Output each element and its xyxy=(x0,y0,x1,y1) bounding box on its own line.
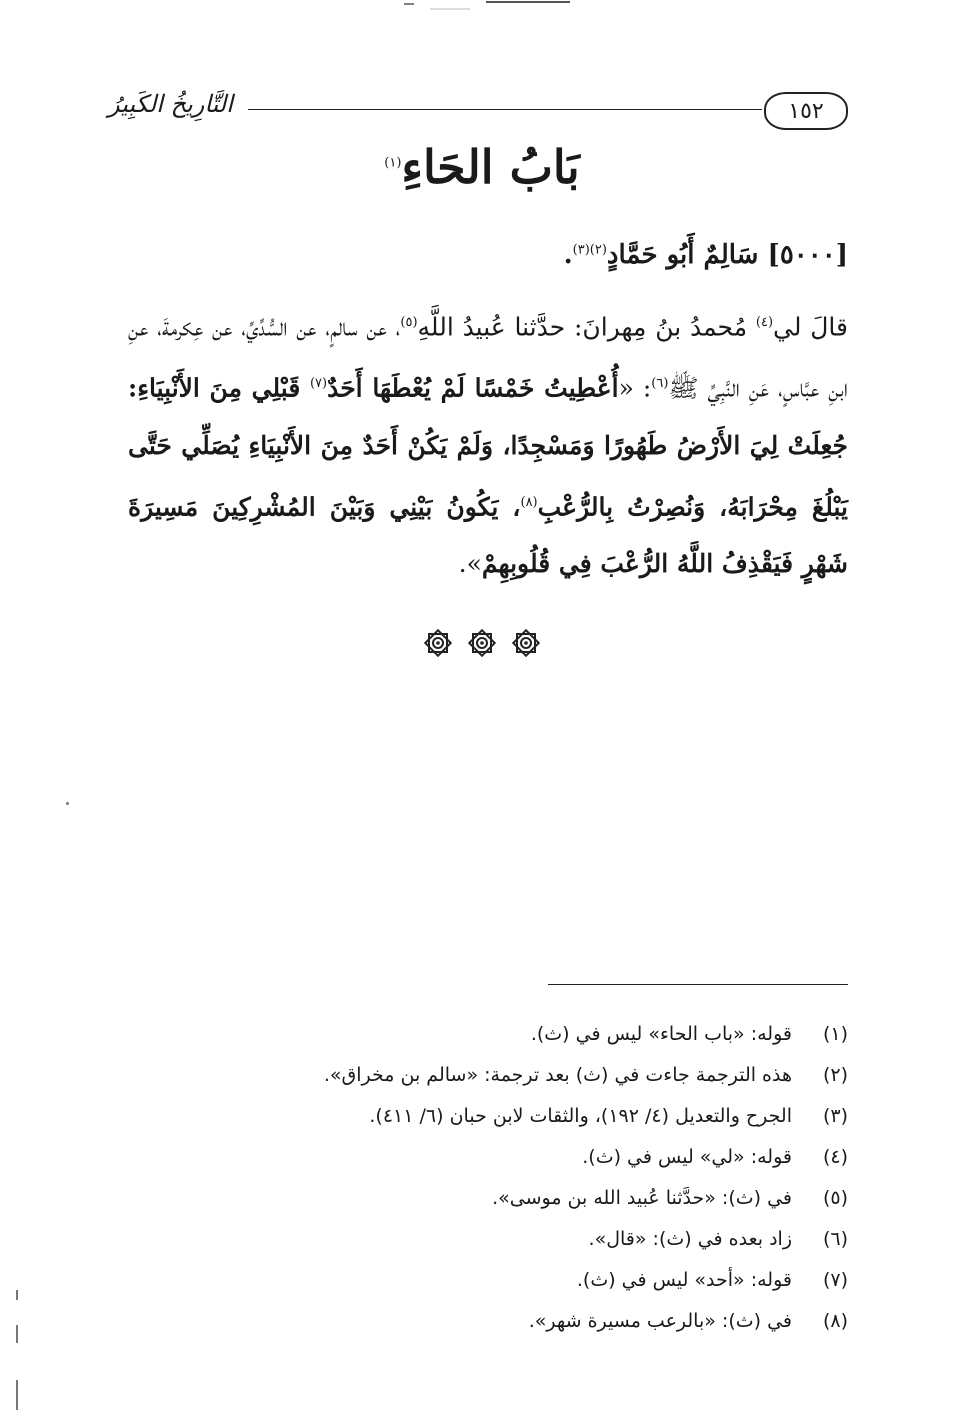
footnote-text: في (ث): «بالرعب مسيرة شهر». xyxy=(528,1310,792,1332)
footnote-item xyxy=(108,1301,848,1342)
floral-ornament-icon xyxy=(423,628,453,658)
scan-edge-mark xyxy=(16,1325,18,1343)
entry-note-refs: (٢)(٣) xyxy=(572,242,607,258)
entry-name: سَالِمٌ أَبُو حَمَّادٍ xyxy=(606,240,759,270)
chapter-title xyxy=(0,140,964,194)
footnote-number: (٦) xyxy=(822,1228,848,1250)
footnote-separator xyxy=(548,984,848,985)
scan-speck xyxy=(66,802,69,805)
footnote-text: هذه الترجمة جاءت في (ث) بعد ترجمة: «سالم بن مخراق». xyxy=(323,1064,792,1086)
text-p2: مُحمدُ بنُ مِهرانَ: حدَّثنا عُبيدُ اللَّهِ xyxy=(417,312,756,342)
running-title: التَّارِيخُ الكَبِيرُ xyxy=(108,90,233,118)
hadith-part-3: ، يَكُونُ بَيْنِي وَبَيْنَ المُشْرِكِينَ مَسِيرَةَ شَهْرٍ فَيَقْذِفُ اللَّهُ الرُّعْبَ فِي قُلُوبِهِمْ xyxy=(128,491,848,578)
note-ref-4: (٤) xyxy=(755,315,774,330)
footnote-number: (٨) xyxy=(822,1310,848,1332)
text-p1: قالَ لي xyxy=(773,312,848,342)
footnote-text: زاد بعده في (ث): «قال». xyxy=(588,1228,792,1250)
footnote-number: (٧) xyxy=(822,1269,848,1291)
entry-number: [٥٠٠٠] xyxy=(767,240,848,270)
footnote-text: الجرح والتعديل (٤/ ١٩٢)، والثقات لابن حبان (٦/ ٤١١). xyxy=(369,1105,792,1127)
chapter-title-text: بَابُ الحَاءِ xyxy=(401,140,580,194)
page-header xyxy=(108,92,848,132)
top-edge-marks xyxy=(0,0,964,14)
note-ref-6: (٦) xyxy=(651,376,669,392)
footnote-item xyxy=(108,1137,848,1178)
body-paragraph xyxy=(128,294,848,592)
hadith-part-2: قَبْلِي مِنَ الأَنْبِيَاءِ: جُعِلَتْ لِيَ الأَرْضُ طَهُورًا وَمَسْجِدًا، وَلَمْ يَكُنْ أَحَدٌ مِنَ الأَنْبِيَاءِ يُصَلِّي حَتَّى يَبْلُغَ مِحْرَابَهُ، وَنُصِرْتُ بِالرُّعْبِ xyxy=(128,373,848,521)
footnote-item xyxy=(108,1219,848,1260)
note-ref-7: (٧) xyxy=(309,376,328,392)
footnote-item xyxy=(108,1055,848,1096)
footnote-item xyxy=(108,1096,848,1137)
entry-heading xyxy=(108,240,848,270)
floral-ornament-icon xyxy=(511,628,541,658)
text-p3: ، عن سالمٍ، عن السُّدِّيِّ، عن عِكرمةَ، عنِ ابنِ عبَّاسٍ، عَنِ النَّبِيِّ ﷺ xyxy=(128,312,848,403)
text-p5: ». xyxy=(458,548,482,578)
text-p4: : « xyxy=(618,373,652,403)
scan-edge-mark xyxy=(16,1380,18,1410)
note-ref-5: (٥) xyxy=(400,315,418,330)
header-rule xyxy=(248,109,762,110)
footnote-item xyxy=(108,1014,848,1055)
scan-edge-mark xyxy=(16,1290,18,1300)
footnotes xyxy=(108,1014,848,1342)
note-ref-8: (٨) xyxy=(520,494,538,510)
footnote-text: قوله: «أحد» ليس في (ث). xyxy=(576,1269,792,1291)
entry-end: . xyxy=(563,240,573,270)
chapter-note-ref: (١) xyxy=(384,155,402,171)
footnote-text: قوله: «باب الحاء» ليس في (ث). xyxy=(530,1023,792,1045)
hadith-part-1: أُعْطِيتُ خَمْسًا لَمْ يُعْطَهَا أَحَدٌ xyxy=(327,373,619,403)
footnote-number: (٢) xyxy=(822,1064,848,1086)
footnote-number: (١) xyxy=(822,1023,848,1045)
footnote-text: في (ث): «حدَّثنا عُبيد الله بن موسى». xyxy=(492,1187,792,1209)
floral-ornament-icon xyxy=(467,628,497,658)
footnote-number: (٥) xyxy=(822,1187,848,1209)
section-divider xyxy=(0,628,964,658)
footnote-number: (٤) xyxy=(822,1146,848,1168)
page-number: ١٥٢ xyxy=(764,92,848,130)
footnote-item xyxy=(108,1178,848,1219)
footnote-text: قوله: «لي» ليس في (ث). xyxy=(582,1146,792,1168)
footnote-number: (٣) xyxy=(822,1105,848,1127)
footnote-item xyxy=(108,1260,848,1301)
